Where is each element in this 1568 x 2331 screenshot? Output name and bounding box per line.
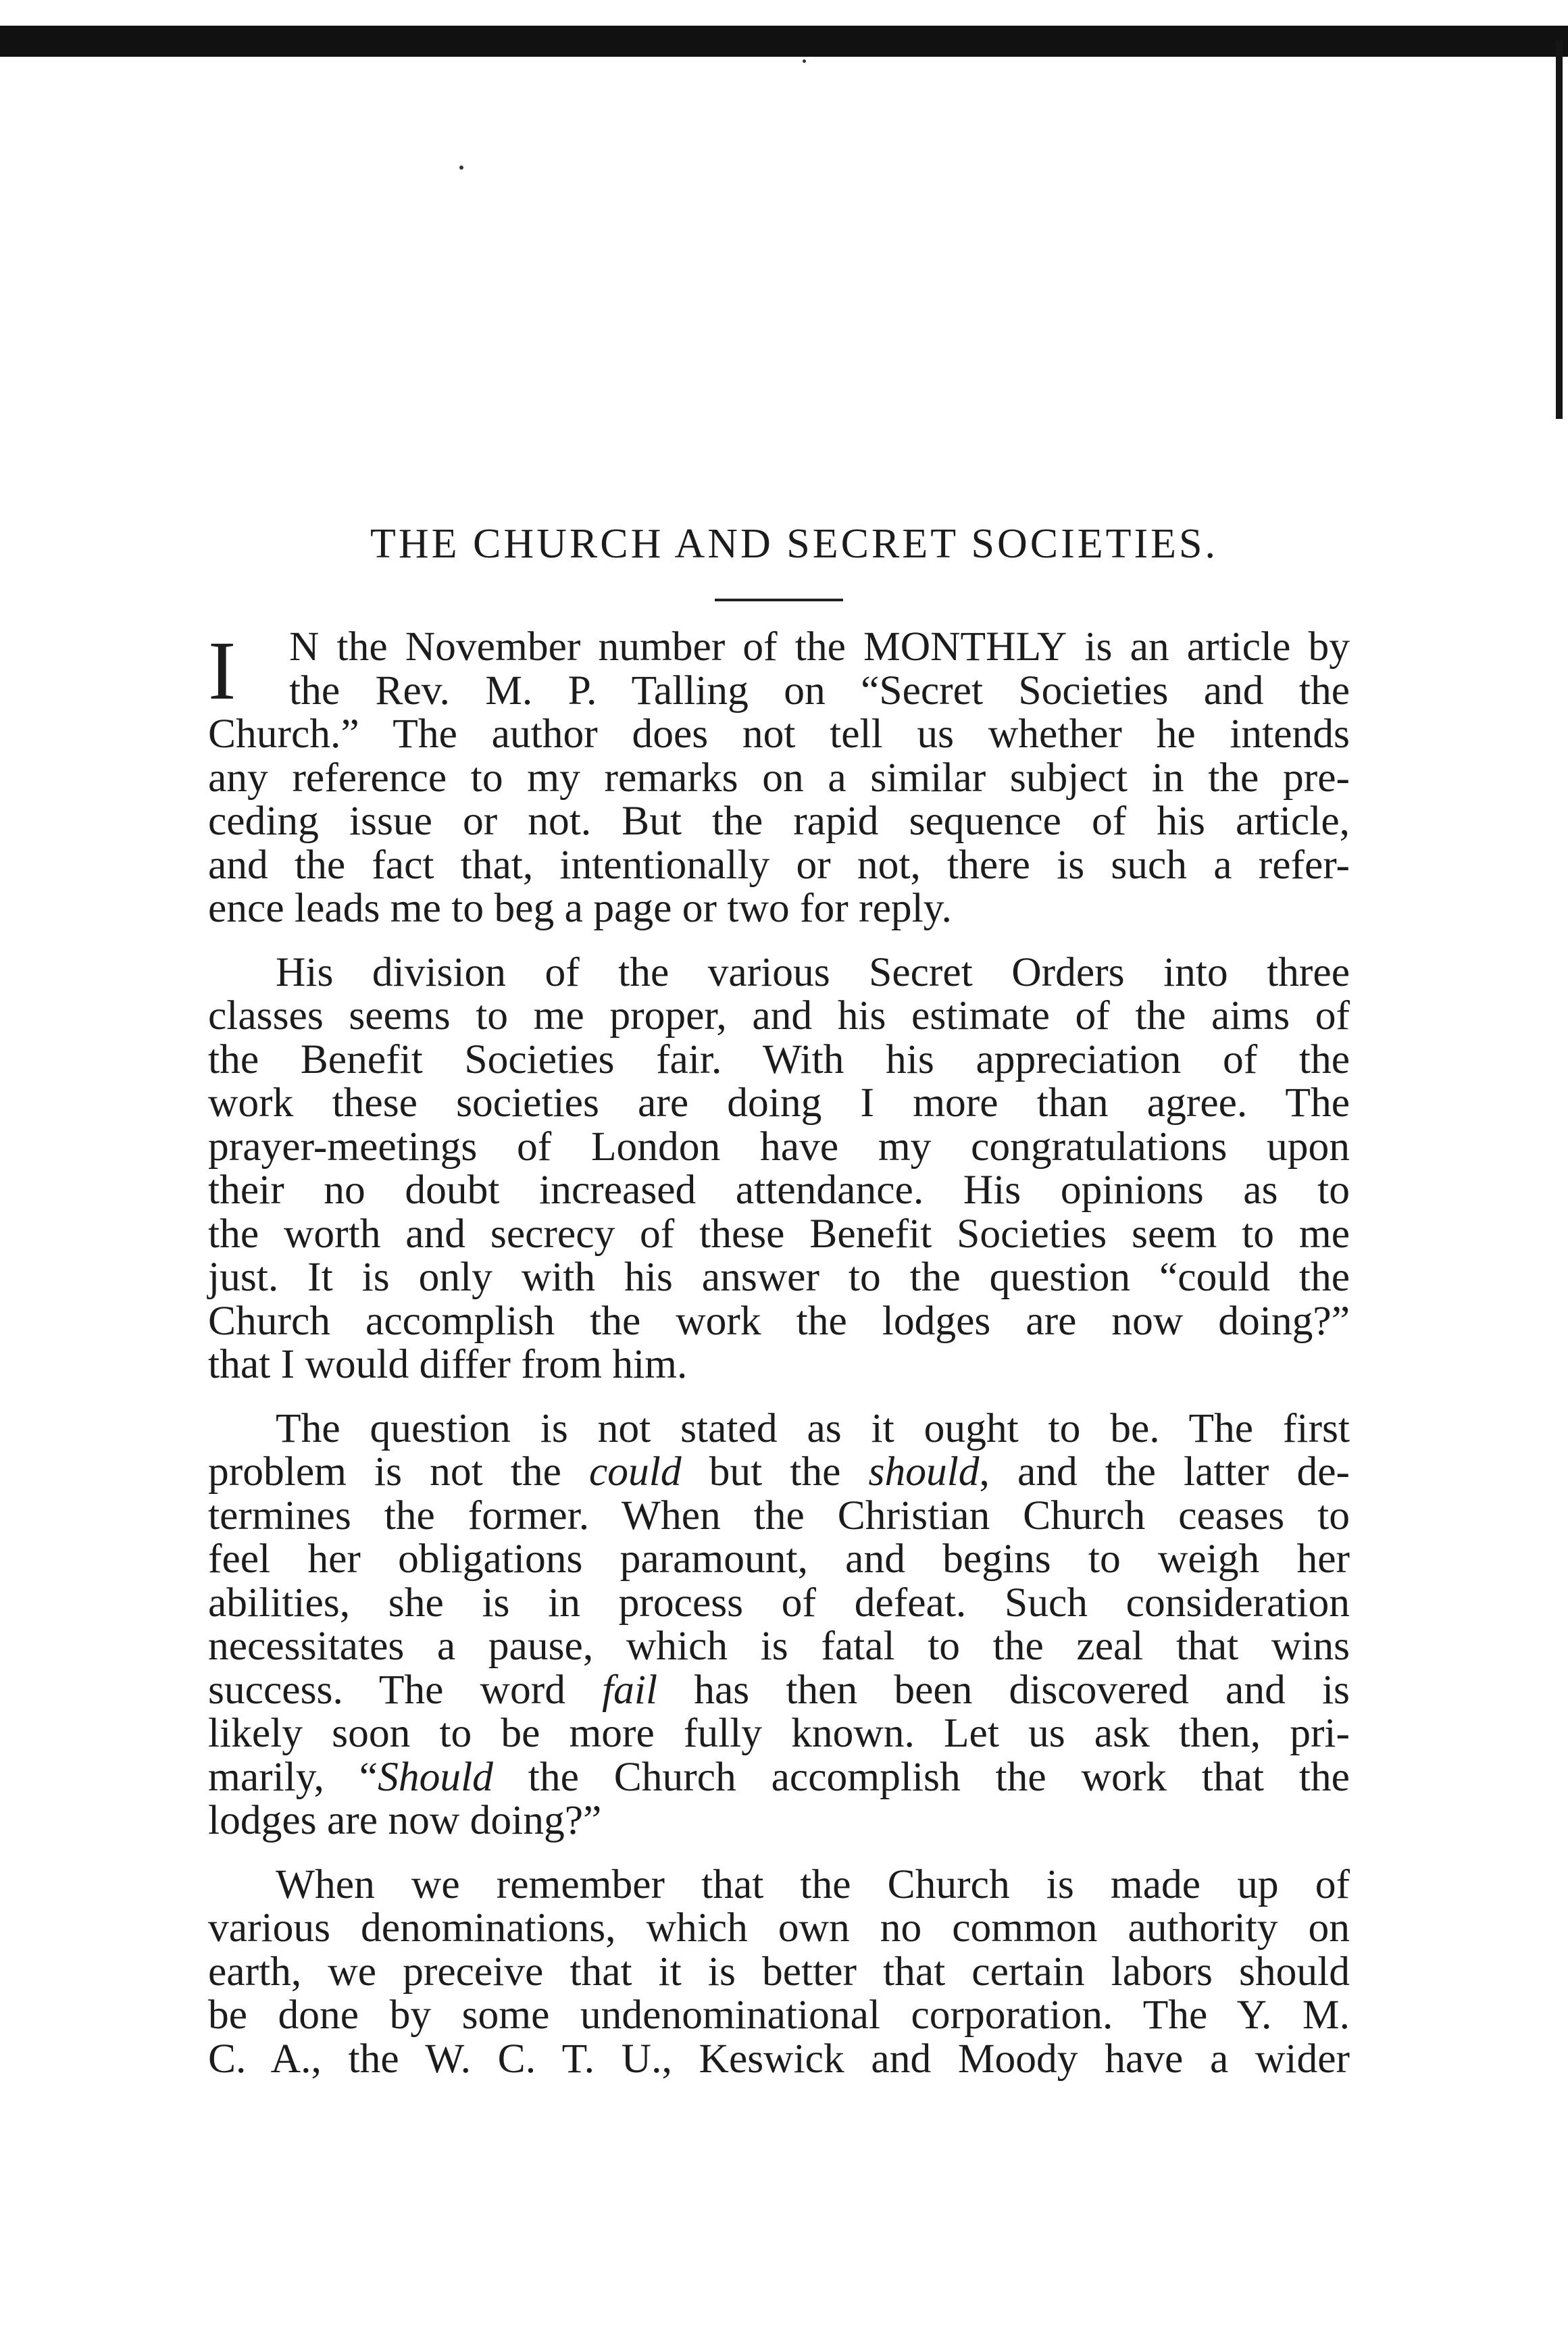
text-line: abilities, she is in process of defeat. Such consideration (208, 1579, 1350, 1626)
text-line: Church accomplish the work the lodges are now doing?” (208, 1297, 1350, 1344)
text-line: that I would differ from him. (208, 1341, 688, 1387)
text-line: The question is not stated as it ought to be. The first (276, 1405, 1350, 1451)
page-top-border (0, 26, 1568, 57)
text-line: their no doubt increased attendance. His opinions as to (208, 1167, 1350, 1213)
text-line: lodges are now doing?” (208, 1797, 602, 1843)
text-line: When we remember that the Church is made up of (276, 1861, 1350, 1907)
scan-speck (803, 59, 806, 63)
text-line: success. The word fail has then been discovered and is (208, 1666, 1350, 1713)
text-line: classes seems to me proper, and his estimate of the aims of (208, 993, 1350, 1038)
text-line: work these societies are doing I more than agree. The (208, 1080, 1350, 1126)
text-line: just. It is only with his answer to the question “could the (208, 1254, 1350, 1300)
paragraph (208, 951, 1350, 1386)
drop-cap: I (208, 624, 236, 717)
text-line: His division of the various Secret Orders into three (276, 949, 1350, 995)
article-body (208, 625, 1350, 2080)
text-line: prayer-meetings of London have my congratulations upon (208, 1123, 1350, 1170)
text-line: necessitates a pause, which is fatal to the zeal that wins (208, 1623, 1350, 1669)
title-divider (715, 599, 843, 601)
text-line: various denominations, which own no common authority on (208, 1905, 1350, 1951)
text-line: problem is not the could but the should, and the latter de- (208, 1449, 1350, 1495)
text-line: C. A., the W. C. T. U., Keswick and Moody have a wider (208, 2035, 1350, 2082)
text-line: be done by some undenominational corporation. The Y. M. (208, 1992, 1350, 2038)
paragraph-gap (208, 930, 1350, 951)
text-line: earth, we preceive that it is better that certain labors should (208, 1948, 1350, 1995)
text-line: N the November number of the MONTHLY is an article by (289, 624, 1350, 670)
text-line: ence leads me to beg a page or two for reply. (208, 885, 952, 931)
text-line: the worth and secrecy of these Benefit Societies seem to me (208, 1210, 1350, 1257)
page-title: THE CHURCH AND SECRET SOCIETIES. (370, 521, 1218, 567)
paragraph (208, 625, 1350, 930)
text-line: the Rev. M. P. Talling on “Secret Societies and the (289, 667, 1350, 713)
scan-speck (459, 166, 463, 170)
text-line: the Benefit Societies fair. With his appreciation of the (208, 1036, 1350, 1082)
text-line: feel her obligations paramount, and begins to weigh her (208, 1536, 1350, 1582)
text-line: likely soon to be more fully known. Let us ask then, pri- (208, 1710, 1350, 1756)
text-line: any reference to my remarks on a similar subject in the pre- (208, 754, 1350, 801)
text-line: and the fact that, intentionally or not, there is such a refer- (208, 841, 1350, 888)
paragraph-gap (208, 1386, 1350, 1407)
text-line: marily, “Should the Church accomplish the work that the (208, 1753, 1350, 1800)
paragraph (208, 1407, 1350, 1843)
paragraph (208, 1863, 1350, 2081)
page-right-border (1556, 41, 1563, 419)
text-line: termines the former. When the Christian Church ceases to (208, 1492, 1350, 1538)
text-line: Church.” The author does not tell us whether he intends (208, 711, 1350, 757)
text-line: ceding issue or not. But the rapid sequence of his article, (208, 798, 1350, 844)
paragraph-gap (208, 1843, 1350, 1863)
